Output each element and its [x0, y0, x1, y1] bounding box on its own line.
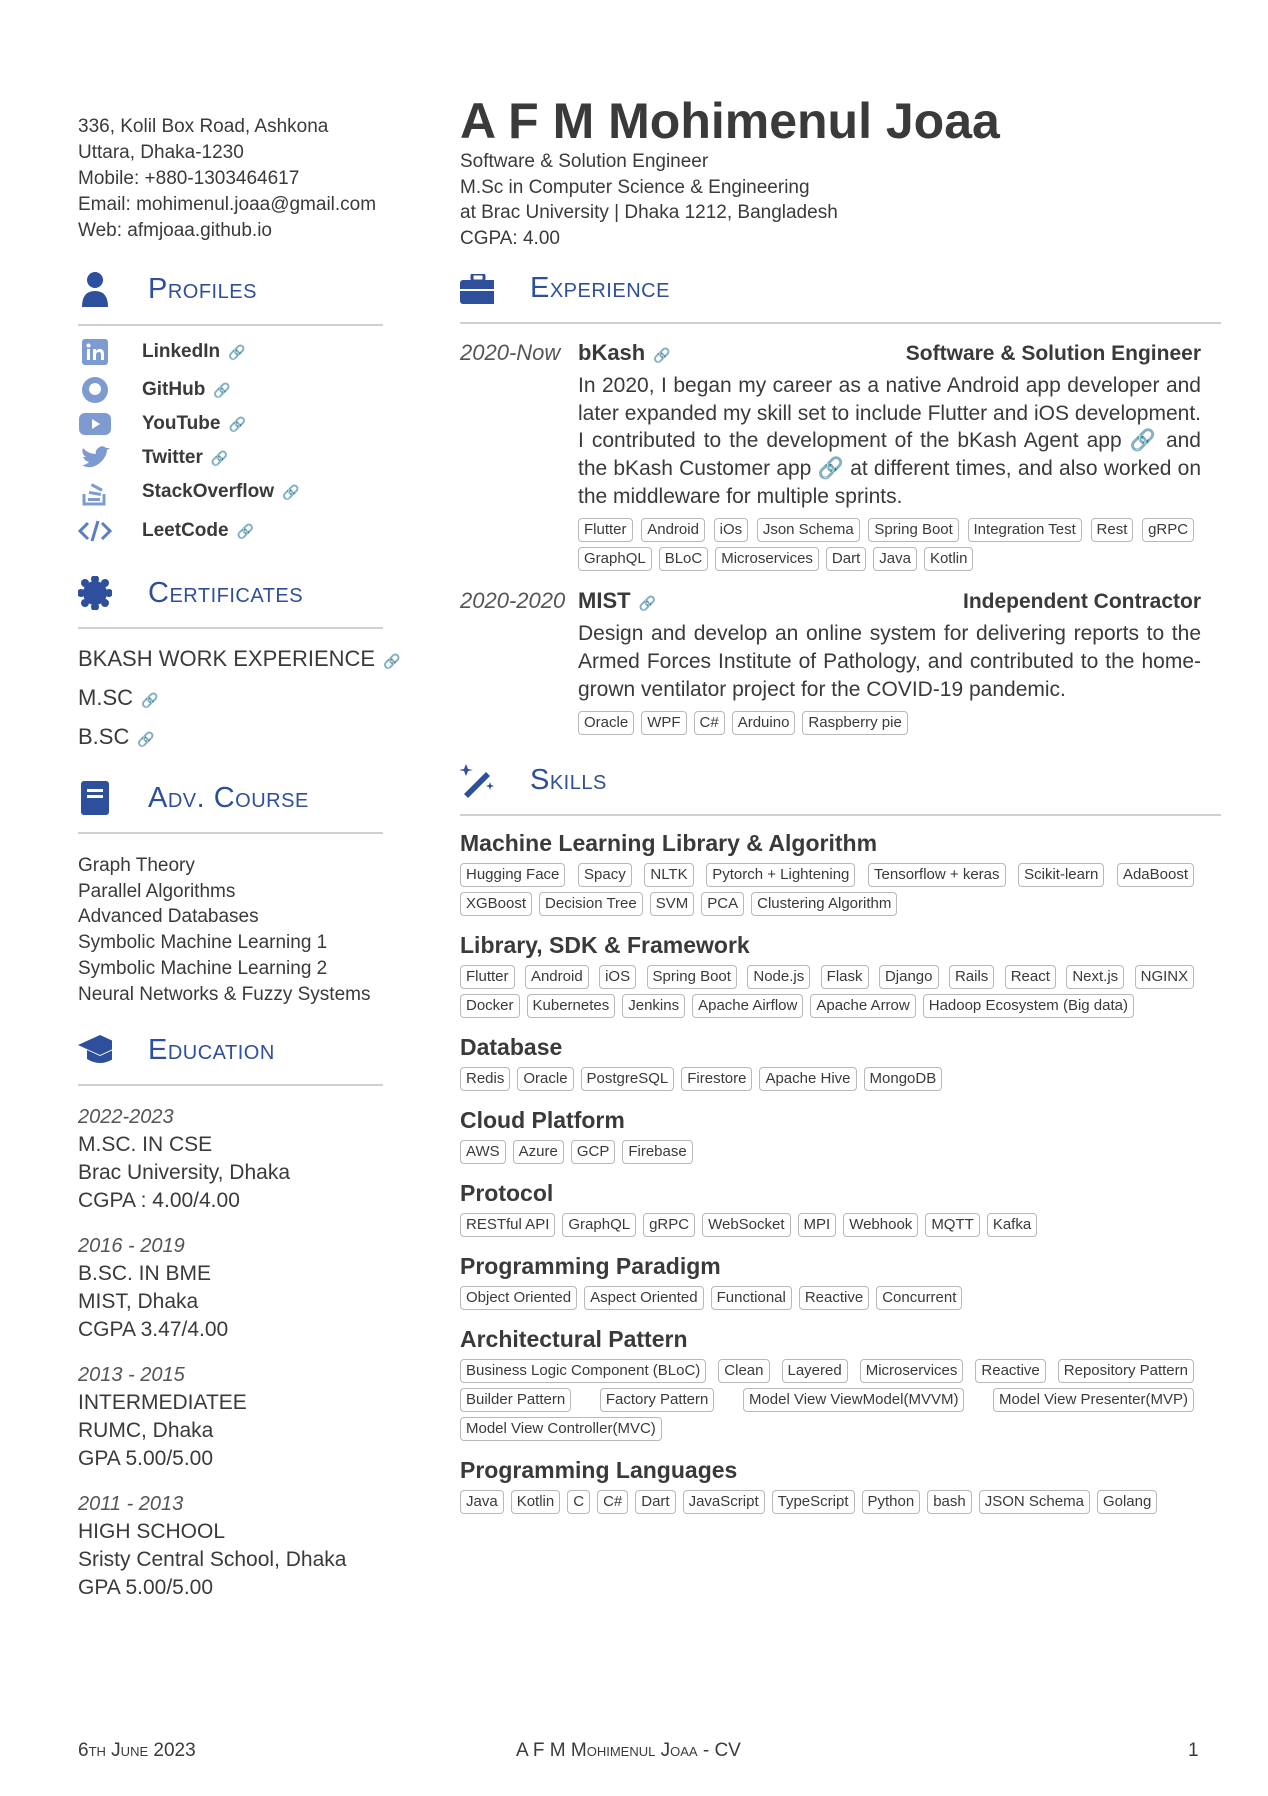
skill-tag: SVM	[650, 892, 695, 916]
course-item: Graph Theory	[78, 855, 195, 876]
skill-group: Architectural Pattern Business Logic Component (BLoC) Clean Layered Microservices Reactive Repository Pattern Builder Pattern Factory Pattern Model View ViewModel(MVVM) Model View Presenter(MVP) Model View Controller(MVC)	[460, 1324, 1201, 1446]
link-icon: 🔗	[213, 381, 231, 398]
skill-group: Database Redis Oracle PostgreSQL Firestore Apache Hive MongoDB	[460, 1032, 1201, 1096]
profile-leetcode[interactable]: LeetCode 🔗	[78, 514, 408, 548]
skill-group: Library, SDK & Framework Flutter Android iOS Spring Boot Node.js Flask Django Rails React Next.js NGINX Docker Kubernetes Jenkins Apache Airflow Apache Arrow Hadoop Ecosystem (Big data)	[460, 930, 1201, 1023]
skill-tag: Spring Boot	[868, 518, 958, 542]
link-icon: 🔗	[137, 731, 155, 747]
skill-group: Cloud Platform AWS Azure GCP Firebase	[460, 1105, 1201, 1169]
header	[460, 93, 1221, 252]
skill-tag: Android	[525, 965, 589, 989]
divider	[78, 1084, 383, 1086]
divider	[78, 627, 383, 629]
address-line-2: Uttara, Dhaka-1230	[78, 142, 244, 163]
skill-tag: Layered	[782, 1359, 848, 1383]
skill-tag: MPI	[798, 1213, 837, 1237]
linkedin-icon	[78, 337, 112, 367]
contact-info	[78, 114, 408, 244]
skill-tag: Kubernetes	[527, 994, 616, 1018]
code-icon	[78, 516, 112, 546]
divider	[78, 832, 383, 834]
course-item: Symbolic Machine Learning 1	[78, 932, 328, 954]
left-column	[78, 114, 408, 1620]
divider	[460, 322, 1221, 324]
divider	[460, 814, 1221, 816]
skill-tag: Functional	[711, 1286, 792, 1310]
skill-tag: AWS	[460, 1140, 506, 1164]
education-item: 2016 - 2019 B.SC. IN BME MIST, Dhaka CGPA 3.47/4.00	[78, 1235, 229, 1342]
skill-tag: NLTK	[644, 863, 693, 887]
skill-tag: JSON Schema	[979, 1490, 1090, 1514]
profile-stackoverflow[interactable]: StackOverflow 🔗	[78, 475, 408, 509]
skill-group: Programming Paradigm Object Oriented Aspect Oriented Functional Reactive Concurrent	[460, 1251, 1201, 1315]
address-line-1: 336, Kolil Box Road, Ashkona	[78, 116, 329, 137]
skill-tag: Apache Arrow	[810, 994, 915, 1018]
skill-tag: Reactive	[799, 1286, 869, 1310]
skill-tag: Decision Tree	[539, 892, 643, 916]
course-item: Advanced Databases	[78, 906, 259, 928]
experience-item: 2020-Now bKash 🔗 Software & Solution Engineer In 2020, I began my career as a native Android app developer and later expanded my skill set to include Flutter and iOS development. I contributed to the development of the bKash Agent app 🔗 and the bKash Customer app 🔗 at different times, and also worked on the middleware for multiple sprints. Flutter Android iOs Json Schema Spring Boot Integration Test Rest gRPC GraphQL BLoC Microservices Dart Java Kotlin	[460, 340, 1221, 577]
education-item: 2022-2023 M.SC. IN CSE Brac University, Dhaka CGPA : 4.00/4.00	[78, 1106, 291, 1213]
link-icon: 🔗	[282, 483, 300, 500]
profiles-section	[78, 269, 408, 309]
link-icon: 🔗	[210, 449, 229, 466]
skills-section: Skills	[460, 760, 1221, 800]
link-icon[interactable]: 🔗	[638, 595, 656, 612]
certificates-list	[78, 639, 408, 756]
skill-tag: Raspberry pie	[802, 711, 907, 735]
skill-tag: Clean	[718, 1359, 769, 1383]
skill-tag: Model View ViewModel(MVVM)	[743, 1388, 965, 1412]
link-icon: 🔗	[228, 415, 246, 432]
header-subtitle: Software & Solution Engineer M.Sc in Computer Science & Engineering at Brac University | Dhaka 1212, Bangladesh CGPA: 4.00	[460, 151, 838, 250]
skill-tag: Oracle	[578, 711, 634, 735]
skill-tag: MongoDB	[864, 1067, 943, 1091]
skill-tag: C#	[597, 1490, 628, 1514]
skill-tag: BLoC	[659, 547, 709, 571]
skill-tag: Microservices	[715, 547, 819, 571]
skill-tag: Arduino	[732, 711, 796, 735]
right-column	[460, 93, 1221, 1519]
skill-tag: Model View Controller(MVC)	[460, 1417, 662, 1441]
skill-tag: Factory Pattern	[600, 1388, 715, 1412]
skill-tag: Scikit-learn	[1018, 863, 1104, 887]
email[interactable]: Email: mohimenul.joaa@gmail.com	[78, 194, 377, 215]
skill-tag: Python	[862, 1490, 921, 1514]
skill-tag: Concurrent	[876, 1286, 962, 1310]
youtube-icon	[78, 409, 112, 439]
skill-tag: Azure	[513, 1140, 564, 1164]
user-icon	[78, 272, 112, 306]
skill-tag: Redis	[460, 1067, 510, 1091]
skill-tag: WebSocket	[702, 1213, 790, 1237]
page-title: A F M Mohimenul Joaa	[460, 93, 1000, 149]
profile-github[interactable]: GitHub 🔗	[78, 373, 408, 407]
skill-tag: C	[567, 1490, 590, 1514]
skill-tag: GraphQL	[562, 1213, 636, 1237]
briefcase-icon	[460, 272, 494, 306]
skill-tag: Apache Airflow	[692, 994, 803, 1018]
skill-tag: Kotlin	[511, 1490, 561, 1514]
website[interactable]: Web: afmjoaa.github.io	[78, 220, 272, 241]
certificate-item[interactable]: B.SC 🔗	[78, 724, 155, 749]
stackoverflow-icon	[78, 477, 112, 507]
profiles-list	[78, 335, 408, 548]
link-icon: 🔗	[141, 692, 159, 708]
skill-tag: gRPC	[1142, 518, 1194, 542]
skill-tag: Kotlin	[924, 547, 974, 571]
skill-tag: XGBoost	[460, 892, 532, 916]
skill-tag: Flutter	[578, 518, 633, 542]
skill-tag: MQTT	[925, 1213, 980, 1237]
education-list	[78, 1104, 408, 1602]
skill-tag: JavaScript	[683, 1490, 765, 1514]
course-item: Parallel Algorithms	[78, 880, 236, 902]
skill-tag: Docker	[460, 994, 520, 1018]
skill-tag: Spacy	[578, 863, 632, 887]
link-icon: 🔗	[383, 653, 401, 669]
skill-tag: Rest	[1091, 518, 1134, 542]
tag-list	[578, 518, 1201, 576]
skill-group: Machine Learning Library & Algorithm Hugging Face Spacy NLTK Pytorch + Lightening Tensorflow + keras Scikit-learn AdaBoost XGBoost Decision Tree SVM PCA Clustering Algorithm	[460, 828, 1201, 921]
skill-tag: iOs	[714, 518, 749, 542]
section-title: Profiles	[148, 272, 257, 305]
skill-tag: TypeScript	[772, 1490, 855, 1514]
skill-tag: Spring Boot	[647, 965, 737, 989]
skill-tag: Business Logic Component (BLoC)	[460, 1359, 706, 1383]
skill-tag: Kafka	[987, 1213, 1037, 1237]
certificate-item[interactable]: M.SC 🔗	[78, 685, 159, 710]
course-list	[78, 853, 408, 1007]
skill-tag: PCA	[701, 892, 744, 916]
skill-tag: Next.js	[1066, 965, 1124, 989]
profile-youtube[interactable]: YouTube 🔗	[78, 407, 408, 441]
skill-tag: Repository Pattern	[1058, 1359, 1194, 1383]
skill-tag: GCP	[571, 1140, 616, 1164]
skill-tag: Reactive	[975, 1359, 1045, 1383]
skill-tag: Node.js	[747, 965, 810, 989]
skill-tag: Hadoop Ecosystem (Big data)	[923, 994, 1134, 1018]
skill-tag: Django	[879, 965, 939, 989]
skill-tag: React	[1005, 965, 1056, 989]
skill-tag: Model View Presenter(MVP)	[993, 1388, 1194, 1412]
skill-group: Protocol RESTful API GraphQL gRPC WebSocket MPI Webhook MQTT Kafka	[460, 1178, 1201, 1242]
link-icon[interactable]: 🔗	[653, 346, 671, 363]
skill-tag: PostgreSQL	[581, 1067, 675, 1091]
skill-tag: GraphQL	[578, 547, 652, 571]
skill-tag: Clustering Algorithm	[751, 892, 897, 916]
mobile: Mobile: +880-1303464617	[78, 168, 300, 189]
page-number: 1	[1188, 1740, 1199, 1761]
skill-tag: Integration Test	[968, 518, 1082, 542]
certificate-icon	[78, 576, 112, 610]
skill-tag: gRPC	[643, 1213, 695, 1237]
skill-tag: Java	[460, 1490, 504, 1514]
skill-group: Programming Languages Java Kotlin C C# Dart JavaScript TypeScript Python bash JSON Schema Golang	[460, 1455, 1201, 1519]
skill-tag: Firestore	[681, 1067, 752, 1091]
skill-tag: Oracle	[517, 1067, 573, 1091]
skill-tag: NGINX	[1135, 965, 1195, 989]
github-icon	[78, 375, 112, 405]
course-item: Symbolic Machine Learning 2	[78, 957, 328, 979]
skill-tag: C#	[694, 711, 725, 735]
book-icon	[78, 781, 112, 815]
skill-tag: Rails	[949, 965, 994, 989]
skill-tag: Flutter	[460, 965, 515, 989]
footer-date: 6th June 2023	[78, 1740, 196, 1761]
skill-tag: Jenkins	[622, 994, 685, 1018]
tag-list	[578, 711, 1201, 740]
skill-tag: Pytorch + Lightening	[706, 863, 855, 887]
twitter-icon	[78, 443, 112, 473]
skill-tag: Dart	[826, 547, 866, 571]
skill-tag: Android	[641, 518, 705, 542]
education-section: Education	[78, 1030, 408, 1070]
skill-tag: Microservices	[860, 1359, 964, 1383]
skill-tag: Tensorflow + keras	[868, 863, 1005, 887]
course-item: Neural Networks & Fuzzy Systems	[78, 983, 371, 1005]
certificate-item[interactable]: BKASH WORK EXPERIENCE 🔗	[78, 646, 401, 671]
education-item: 2011 - 2013 HIGH SCHOOL Sristy Central School, Dhaka GPA 5.00/5.00	[78, 1493, 347, 1600]
course-section: Adv. Course	[78, 778, 408, 818]
skill-tag: Dart	[635, 1490, 675, 1514]
skill-tag: bash	[927, 1490, 972, 1514]
skill-tag: iOS	[599, 965, 636, 989]
skill-tag: Webhook	[843, 1213, 918, 1237]
skill-tag: Json Schema	[757, 518, 860, 542]
skill-tag: Builder Pattern	[460, 1388, 571, 1412]
link-icon: 🔗	[228, 343, 246, 360]
graduation-cap-icon	[78, 1033, 112, 1067]
experience-section: Experience	[460, 269, 1221, 309]
skill-tag: Golang	[1097, 1490, 1157, 1514]
skill-tag: Flask	[821, 965, 869, 989]
experience-item: 2020-2020 MIST 🔗 Independent Contractor Design and develop an online system for delivering reports to the Armed Forces Institute of Pathology, and contributed to the home-grown ventilator project for the COVID-19 pandemic. Oracle WPF C# Arduino Raspberry pie	[460, 588, 1221, 740]
skill-tag: RESTful API	[460, 1213, 555, 1237]
skill-tag: Object Oriented	[460, 1286, 577, 1310]
skill-tag: Hugging Face	[460, 863, 565, 887]
certificates-section: Certificates	[78, 573, 408, 613]
skill-tag: Apache Hive	[759, 1067, 856, 1091]
skill-tag: AdaBoost	[1117, 863, 1194, 887]
education-item: 2013 - 2015 INTERMEDIATEE RUMC, Dhaka GPA 5.00/5.00	[78, 1364, 247, 1471]
skill-tag: WPF	[641, 711, 686, 735]
profile-linkedin[interactable]: LinkedIn 🔗	[78, 335, 408, 369]
skill-tag: Firebase	[622, 1140, 692, 1164]
skill-tag: Aspect Oriented	[584, 1286, 704, 1310]
divider	[78, 324, 383, 326]
magic-wand-icon	[460, 763, 494, 797]
footer-title: A F M Mohimenul Joaa - CV	[516, 1740, 741, 1761]
link-icon: 🔗	[236, 522, 255, 539]
profile-twitter[interactable]: Twitter 🔗	[78, 441, 408, 475]
skill-tag: Java	[873, 547, 917, 571]
